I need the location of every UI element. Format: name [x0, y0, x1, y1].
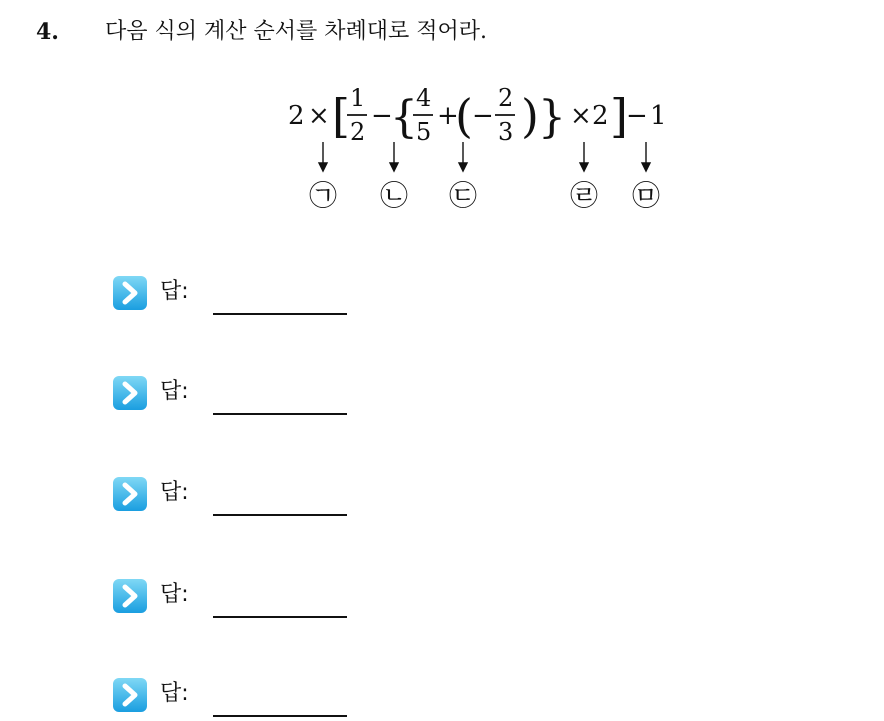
question-header	[36, 14, 856, 54]
expr-open-square: [	[332, 89, 350, 143]
expr-frac3-den: 3	[498, 118, 514, 146]
expr-frac1-num: 1	[350, 84, 366, 112]
expr-lead-coefficient: 2	[288, 101, 305, 131]
answer-row-1	[112, 271, 372, 319]
expr-close-paren: )	[521, 89, 539, 143]
answer-label: 답:	[160, 582, 189, 607]
answer-row-5	[112, 673, 372, 721]
answer-label: 답:	[160, 681, 189, 706]
expr-frac2-den: 5	[416, 118, 432, 146]
question-number: 4.	[36, 19, 59, 45]
expr-minus-1: −	[371, 101, 393, 131]
expr-frac1-den: 2	[350, 118, 366, 146]
answer-label: 답:	[160, 480, 189, 505]
step-marker-3: ㉢	[448, 179, 478, 212]
answer-blank[interactable]	[213, 616, 347, 618]
step-marker-1: ㉠	[308, 179, 338, 212]
answer-blank[interactable]	[213, 413, 347, 415]
answer-row-4	[112, 574, 372, 622]
expr-tail-number: 1	[650, 101, 667, 131]
step-marker-2: ㉡	[379, 179, 409, 212]
arrow-head-step-3	[459, 163, 467, 171]
arrow-head-step-2	[390, 163, 398, 171]
chevron-right-icon	[112, 476, 148, 512]
answer-label: 답:	[160, 379, 189, 404]
question-text: 다음 식의 계산 순서를 차례대로 적어라.	[105, 19, 487, 44]
expr-close-square: ]	[610, 89, 628, 143]
expr-frac2-num: 4	[416, 84, 432, 112]
answer-row-2	[112, 371, 372, 419]
expr-minus-3: −	[626, 101, 648, 131]
expr-open-paren: (	[455, 89, 473, 143]
chevron-right-icon	[112, 677, 148, 713]
chevron-right-icon	[112, 578, 148, 614]
answer-blank[interactable]	[213, 514, 347, 516]
expr-times-2: ×	[570, 101, 592, 131]
answer-blank[interactable]	[213, 715, 347, 717]
expr-close-brace: }	[538, 92, 566, 143]
chevron-right-icon	[112, 375, 148, 411]
answer-blank[interactable]	[213, 313, 347, 315]
arrow-head-step-5	[642, 163, 650, 171]
math-expression	[270, 74, 690, 224]
answer-label: 답:	[160, 279, 189, 304]
step-marker-5: ㉤	[631, 179, 661, 212]
chevron-right-icon	[112, 275, 148, 311]
expr-inner-factor: 2	[592, 101, 609, 131]
arrow-head-step-1	[319, 163, 327, 171]
step-arrows	[319, 142, 650, 171]
expr-open-brace: {	[390, 92, 418, 143]
answer-row-3	[112, 472, 372, 520]
expr-times-1: ×	[308, 101, 330, 131]
step-marker-4: ㉣	[569, 179, 599, 212]
arrow-head-step-4	[580, 163, 588, 171]
expr-minus-2: −	[472, 101, 494, 131]
expr-plus: +	[437, 101, 459, 131]
expr-frac3-num: 2	[498, 84, 514, 112]
